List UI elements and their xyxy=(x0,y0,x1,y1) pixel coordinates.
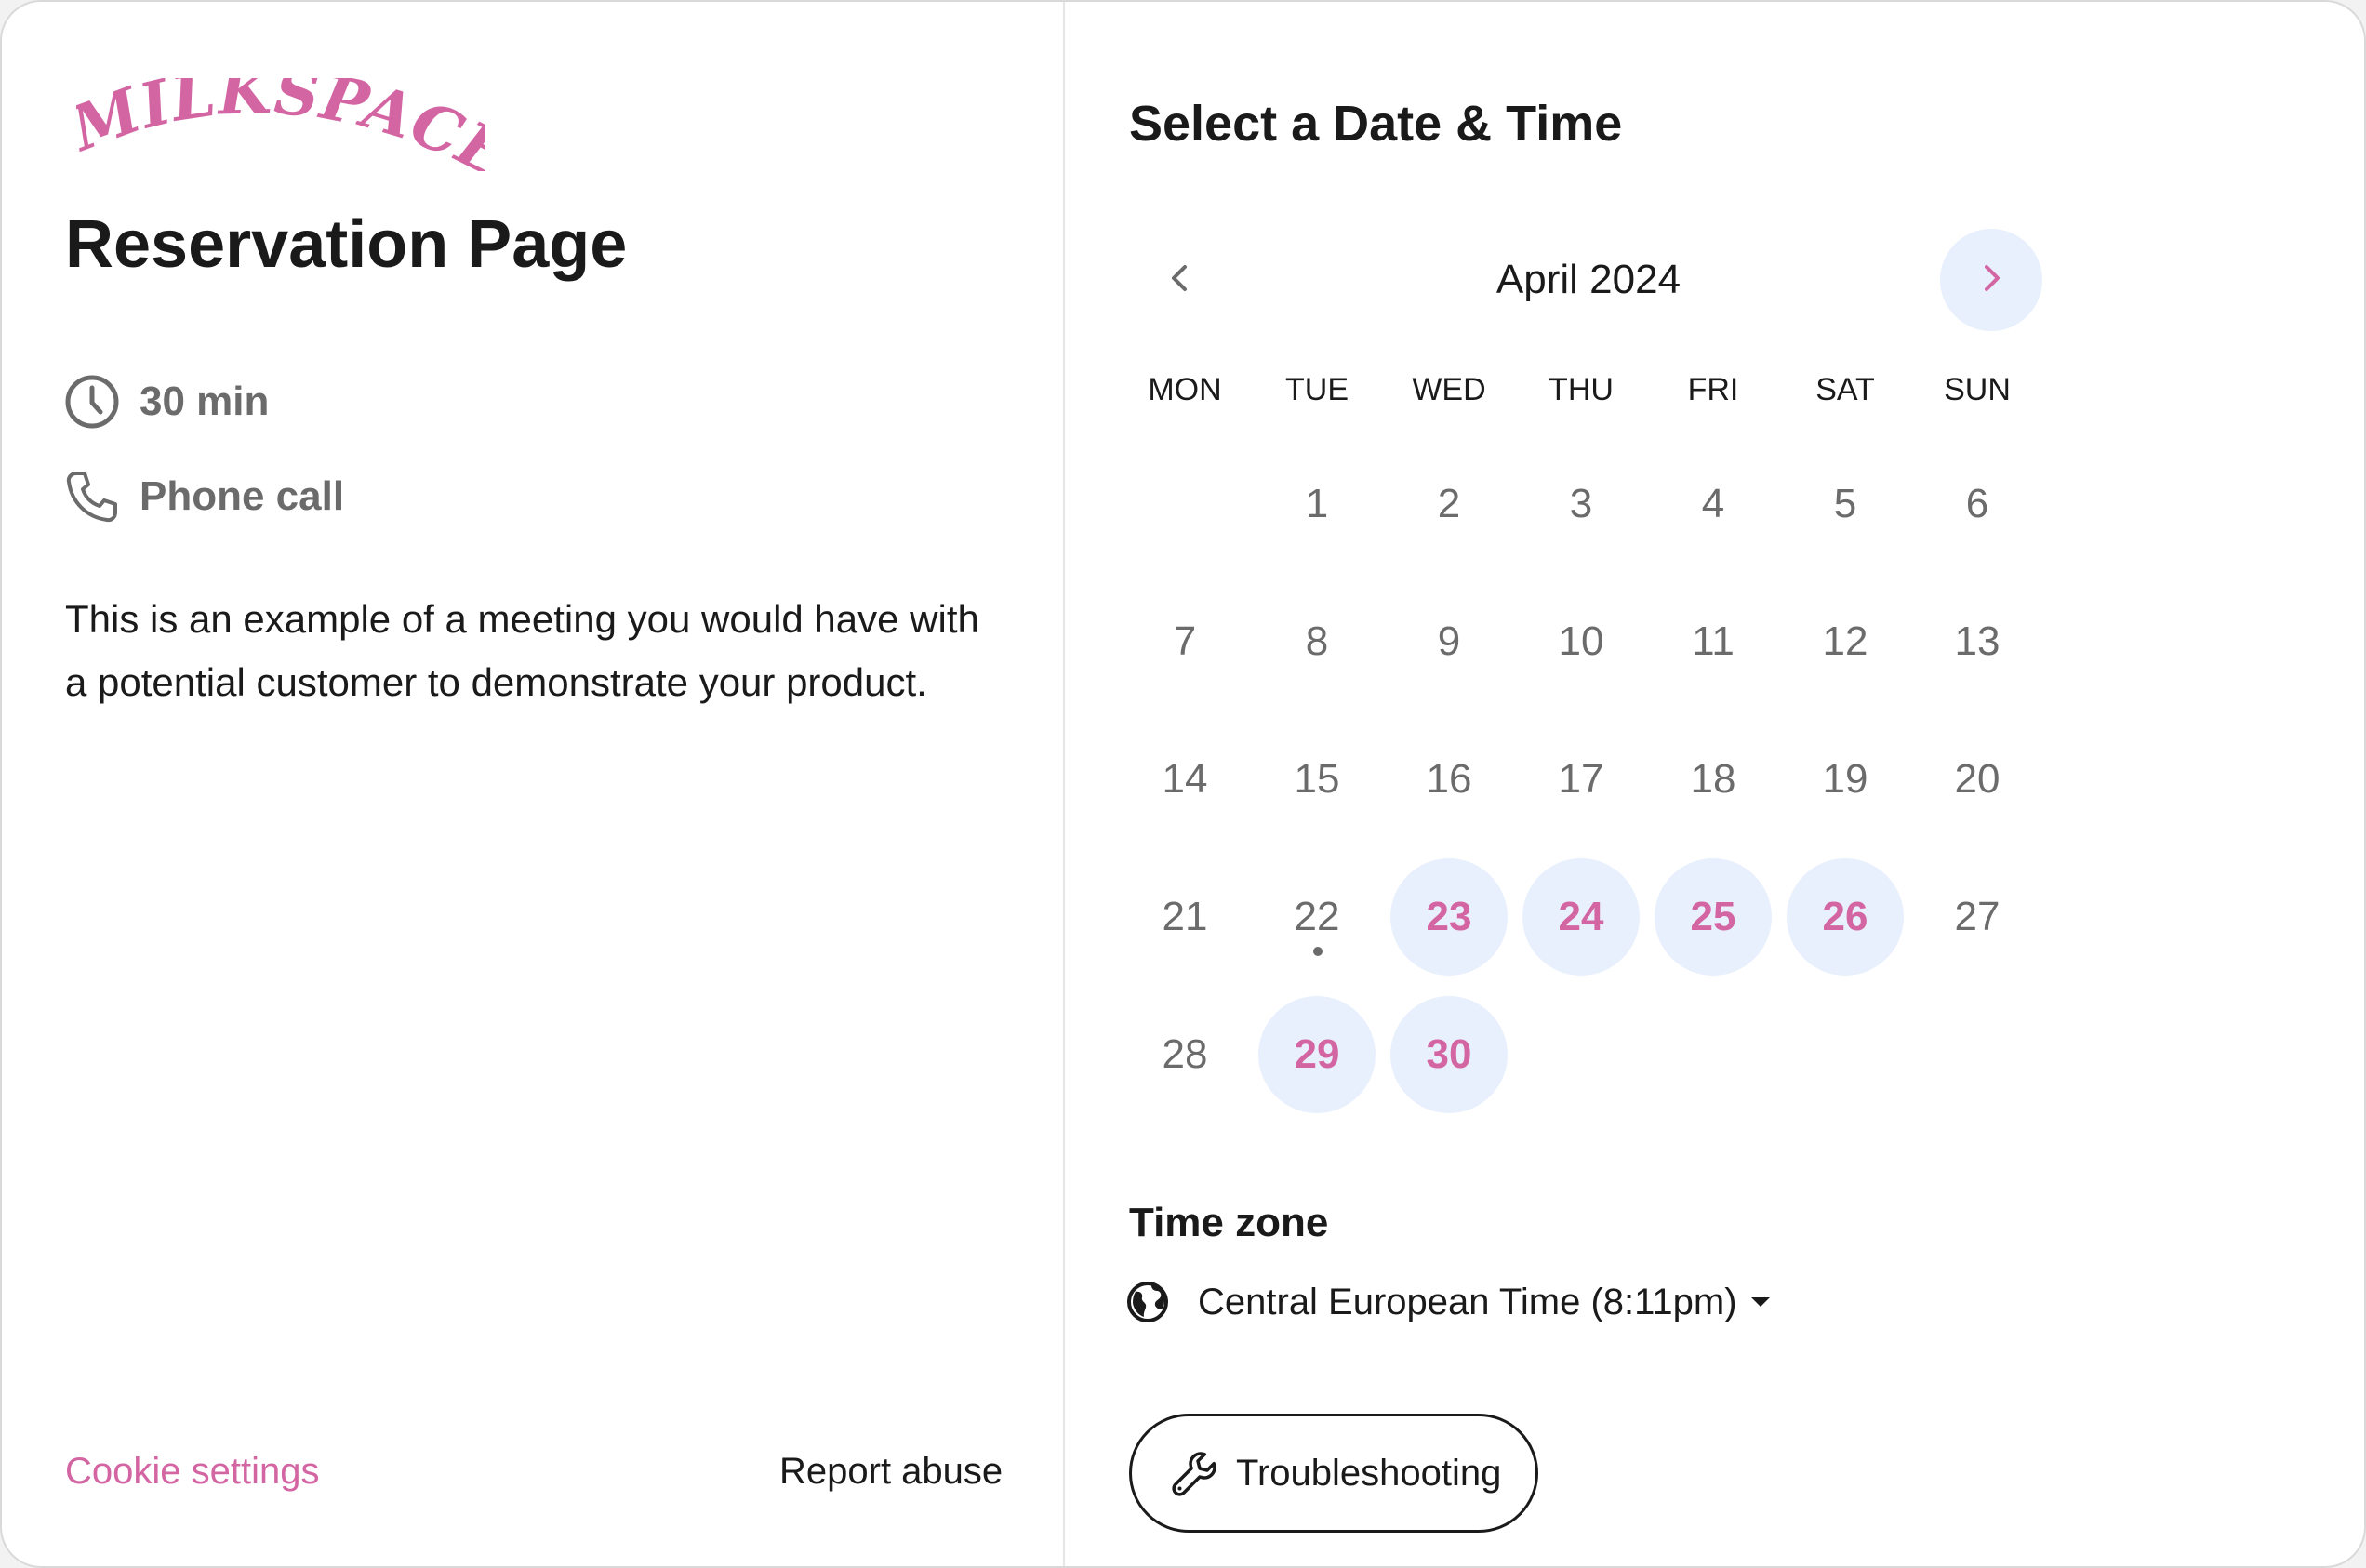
weekday-sun: SUN xyxy=(1944,372,2011,407)
calendar-day-17: 17 xyxy=(1558,756,1604,802)
calendar-grid xyxy=(1129,448,2059,1136)
calendar-day-1: 1 xyxy=(1305,481,1329,526)
calendar-day-11: 11 xyxy=(1692,618,1735,664)
month-label: April 2024 xyxy=(1495,257,1681,302)
calendar-day-19: 19 xyxy=(1822,756,1868,802)
location-label: Phone call xyxy=(140,473,345,519)
event-description: This is an example of a meeting you would have with a potential customer to demonstrate your product. xyxy=(65,597,979,704)
weekday-sat: SAT xyxy=(1815,372,1875,407)
globe-icon xyxy=(1125,1280,1170,1324)
month-navigation xyxy=(1129,229,2048,331)
calendar-day-9: 9 xyxy=(1437,618,1461,664)
chevron-left-icon xyxy=(1162,259,1199,301)
calendar-day-13: 13 xyxy=(1954,618,2000,664)
calendar-day-6: 6 xyxy=(1965,481,1989,526)
calendar-day-24[interactable]: 24 xyxy=(1522,858,1640,976)
wrench-icon xyxy=(1169,1449,1217,1497)
phone-icon xyxy=(63,468,121,525)
calendar-day-22: 22 xyxy=(1258,858,1376,976)
calendar-day-26[interactable]: 26 xyxy=(1787,858,1904,976)
clock-icon xyxy=(63,373,121,431)
calendar-day-23[interactable]: 23 xyxy=(1390,858,1508,976)
chevron-right-icon xyxy=(1973,259,2010,301)
svg-text:MILKSPACE: ILKSPAC xyxy=(132,78,474,171)
cookie-settings-link[interactable]: Cookie settings xyxy=(65,1451,320,1492)
weekday-tue: TUE xyxy=(1285,372,1349,407)
calendar-day-18: 18 xyxy=(1690,756,1736,802)
weekday-header xyxy=(1129,365,2059,415)
calendar-day-10: 10 xyxy=(1558,618,1604,664)
milkspace-logo xyxy=(76,78,485,171)
calendar-day-15: 15 xyxy=(1294,756,1340,802)
calendar-day-27: 27 xyxy=(1954,894,2000,939)
calendar-day-20: 20 xyxy=(1954,756,2000,802)
panel-divider xyxy=(1063,2,1065,1566)
calendar-day-8: 8 xyxy=(1305,618,1329,664)
calendar-day-21: 21 xyxy=(1162,894,1208,939)
calendar-day-2: 2 xyxy=(1437,481,1461,526)
previous-month-button[interactable] xyxy=(1129,229,1231,331)
calendar-day-5: 5 xyxy=(1833,481,1857,526)
weekday-wed: WED xyxy=(1412,372,1486,407)
timezone-title: Time zone xyxy=(1129,1200,1329,1245)
timezone-select[interactable] xyxy=(1125,1274,1771,1330)
calendar-day-25[interactable]: 25 xyxy=(1655,858,1772,976)
troubleshooting-label: Troubleshooting xyxy=(1236,1452,1502,1494)
timezone-value: Central European Time (8:11pm) xyxy=(1198,1281,1737,1322)
location-row xyxy=(63,467,344,526)
duration-label: 30 min xyxy=(140,379,270,424)
calendar-day-14: 14 xyxy=(1162,756,1208,802)
next-month-button[interactable] xyxy=(1940,229,2042,331)
calendar-day-12: 12 xyxy=(1822,618,1868,664)
calendar-day-30[interactable]: 30 xyxy=(1390,996,1508,1113)
report-abuse-link[interactable]: Report abuse xyxy=(779,1451,1004,1492)
duration-row xyxy=(63,372,269,432)
calendar-day-4: 4 xyxy=(1701,481,1725,526)
weekday-thu: THU xyxy=(1549,372,1614,407)
weekday-fri: FRI xyxy=(1687,372,1739,407)
calendar-day-28: 28 xyxy=(1162,1031,1208,1077)
calendar-day-7: 7 xyxy=(1173,618,1197,664)
weekday-mon: MON xyxy=(1148,372,1222,407)
troubleshooting-button[interactable] xyxy=(1129,1414,1538,1533)
caret-down-icon xyxy=(1750,1296,1771,1309)
calendar-day-3: 3 xyxy=(1569,481,1593,526)
page-title: Reservation Page xyxy=(65,207,628,282)
select-date-title: Select a Date & Time xyxy=(1129,96,1623,152)
calendar-day-16: 16 xyxy=(1426,756,1472,802)
calendar-day-29[interactable]: 29 xyxy=(1258,996,1376,1113)
